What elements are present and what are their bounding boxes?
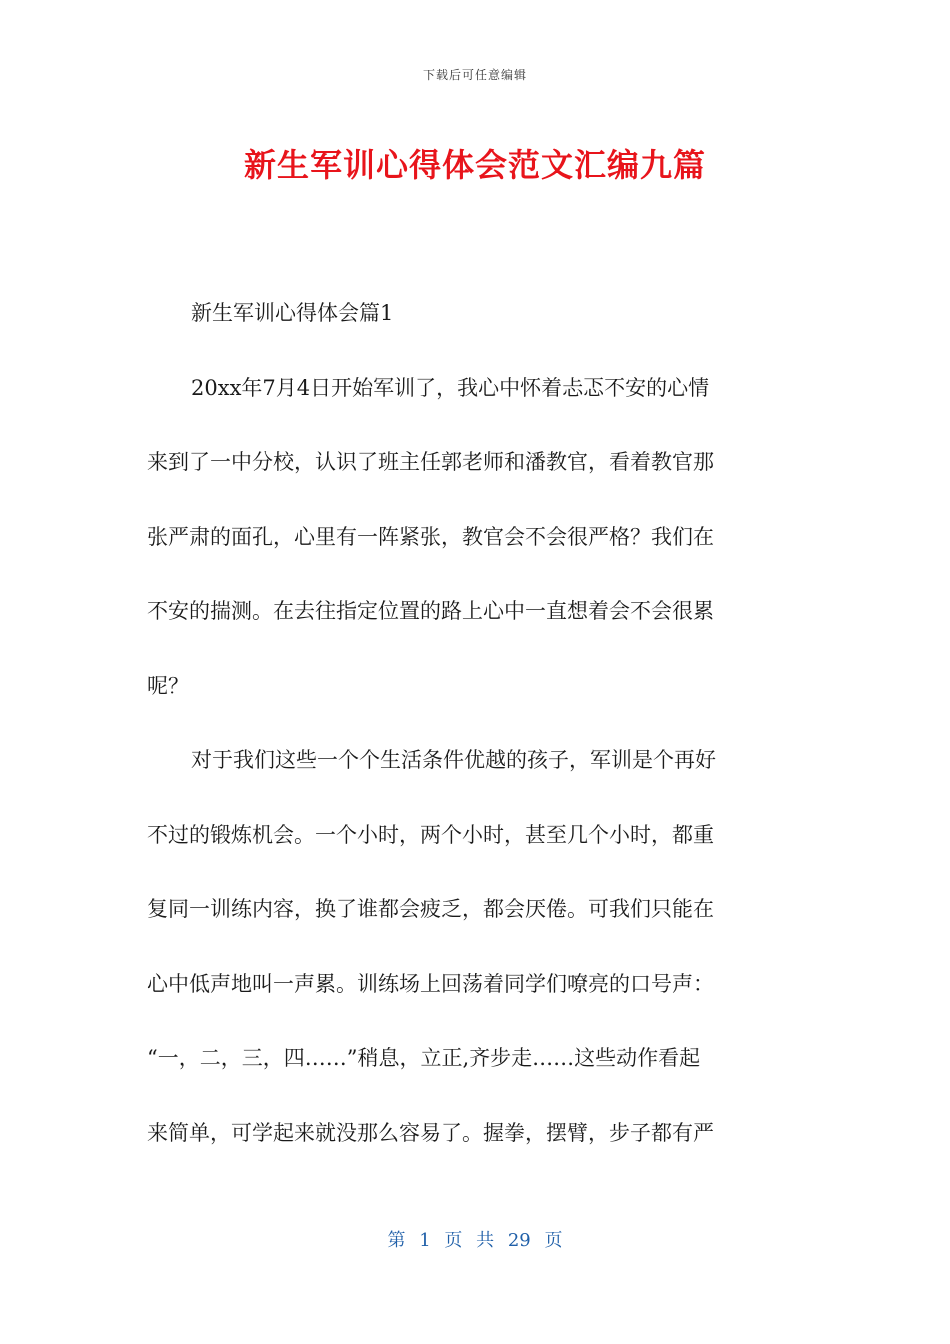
body-line-4: 张严肃的面孔，心里有一阵紧张，教官会不会很严格？我们在 [147, 524, 714, 549]
body-line-2: 20xx年7月4日开始军训了，我心中怀着忐忑不安的心情 [191, 375, 710, 400]
body-line-1: 新生军训心得体会篇1 [191, 301, 394, 325]
body-line-10: 心中低声地叫一声累。训练场上回荡着同学们嘹亮的口号声： [147, 971, 714, 996]
body-line-11: “一，二，三，四……”稍息，立正,齐步走……这些动作看起 [147, 1046, 701, 1070]
body-line-8: 不过的锻炼机会。一个小时，两个小时，甚至几个小时，都重 [147, 822, 714, 847]
body-line-7: 对于我们这些一个个生活条件优越的孩子，军训是个再好 [191, 748, 716, 772]
header-note: 下载后可任意编辑 [422, 68, 527, 82]
document-title: 新生军训心得体会范文汇编九篇 [243, 146, 706, 184]
body-line-12: 来简单，可学起来就没那么容易了。握拳，摆臂，步子都有严 [147, 1120, 714, 1145]
body-line-3: 来到了一中分校，认识了班主任郭老师和潘教官，看着教官那 [147, 450, 714, 474]
page-number-footer: 第 1 页 共 29 页 [387, 1230, 563, 1251]
body-line-5: 不安的揣测。在去往指定位置的路上心中一直想着会不会很累 [147, 599, 714, 623]
body-line-6: 呢？ [147, 673, 189, 698]
body-line-9: 复同一训练内容，换了谁都会疲乏，都会厌倦。可我们只能在 [147, 897, 714, 921]
document-body [147, 276, 807, 1170]
